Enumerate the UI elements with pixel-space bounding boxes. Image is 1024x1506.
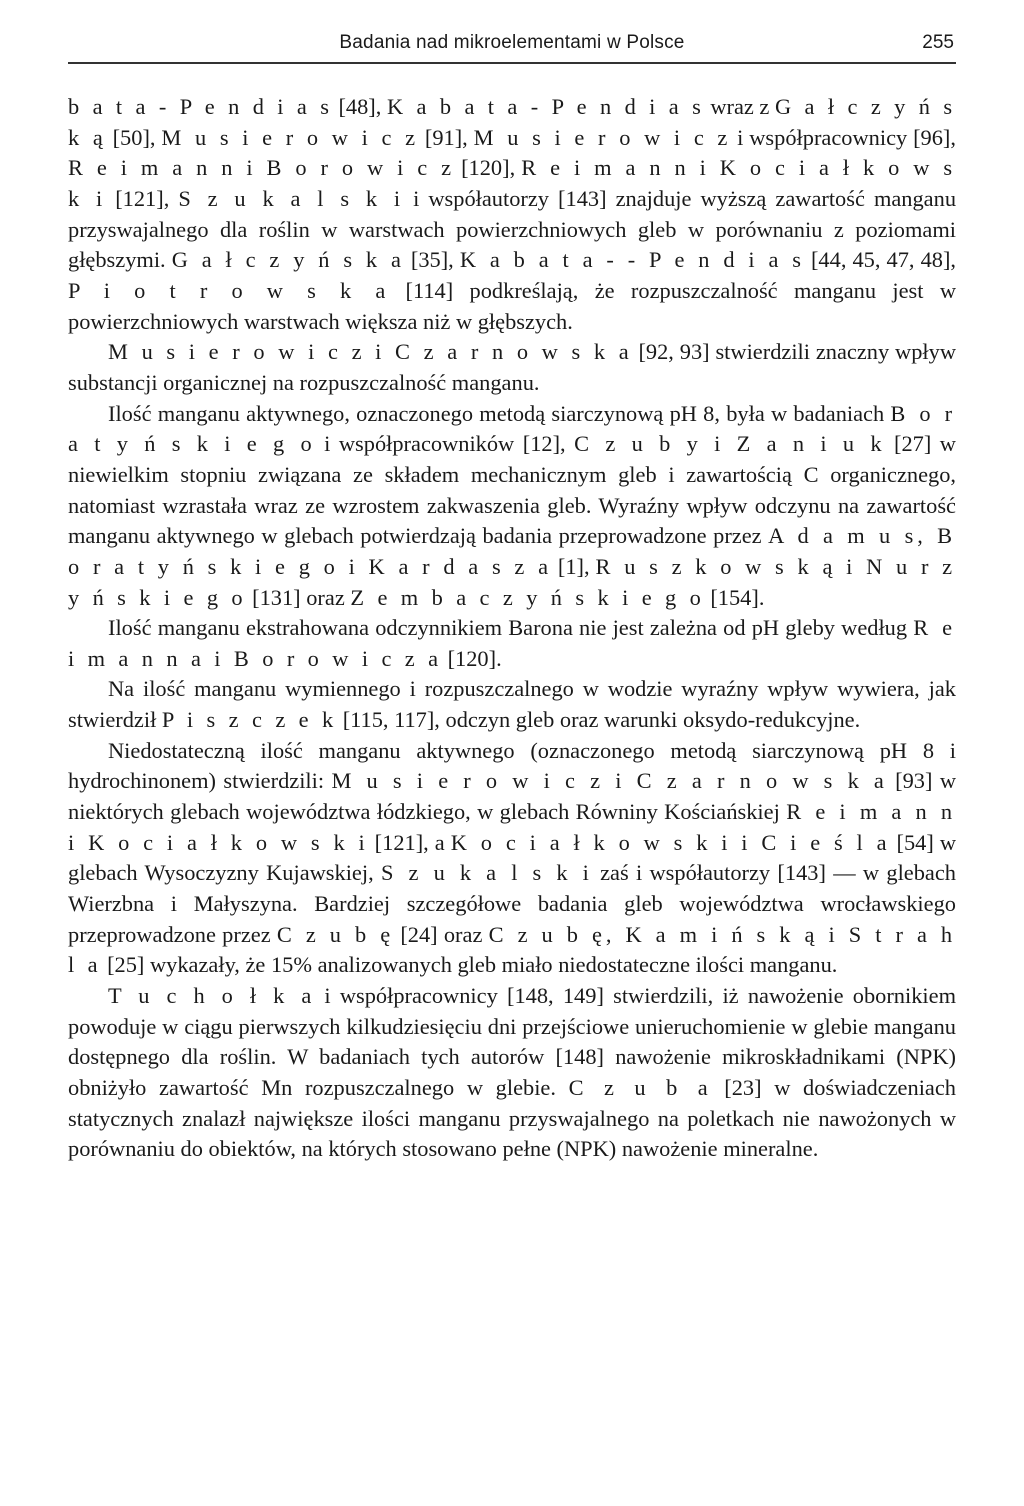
author-name: K a b a t a - - P e n d i a s: [459, 247, 805, 273]
text-run: [23] w doświadczeniach statycznych znalazł największe ilości manganu przyswajalnego na poletkach nie nawożonych w porównaniu do obiektów, na których stosowano pełne (NPK) nawożenie mineralne.: [68, 1075, 956, 1162]
text-run: Niedostateczną ilość manganu aktywnego (oznaczonego metodą siarczynową pH 8 i hydrochinonem) stwierdzili:: [68, 737, 956, 794]
paragraph: [68, 399, 956, 614]
body-text: [68, 92, 956, 1165]
text-run: [92, 93] stwierdzili znaczny wpływ substancji organicznej na rozpuszczalność manganu.: [68, 339, 956, 395]
text-run: i współpracownicy [96],: [731, 124, 956, 150]
text-run: [114] podkreślają, że rozpuszczalność manganu jest w powierzchniowych warstwach większa niż w głębszych.: [68, 277, 957, 334]
author-name: C z u b ę: [276, 921, 395, 947]
author-name: G a ł c z y ń s k ą: [68, 94, 956, 150]
author-name: b a t a - P e n d i a s: [68, 94, 333, 119]
text-run: Na ilość manganu wymiennego i rozpuszczalnego w wodzie wyraźny wpływ wywiera, jak stwierdził: [68, 676, 956, 733]
author-name: R e i m a n n i K o c i a ł k o w s k i: [68, 155, 956, 211]
author-name: C z u b ę, K a m i ń s k ą i S t r a h l a: [68, 921, 957, 978]
author-name: K a b a t a - P e n d i a s: [386, 94, 705, 119]
author-name: R e i m a n n i K o c i a ł k o w s k i: [68, 799, 957, 855]
paragraph: [68, 337, 956, 398]
text-run: Ilość manganu ekstrahowana odczynnikiem Barona nie jest zależna od pH gleby według: [108, 615, 914, 641]
text-run: [121],: [106, 185, 179, 211]
text-run: [93] w niektórych glebach województwa łódzkiego, w glebach Równiny Kościańskiej: [68, 768, 956, 825]
paragraph: [68, 92, 956, 337]
author-name: C z u b y i Z a n i u k: [574, 431, 886, 457]
text-run: [35],: [404, 247, 460, 273]
text-run: [48],: [332, 94, 387, 119]
author-name: M u s i e r o w i c z: [161, 124, 419, 150]
text-run: [154].: [704, 584, 765, 610]
author-name: G a ł c z y ń s k a: [171, 247, 405, 273]
text-run: [120].: [441, 645, 502, 671]
text-run: [24] oraz: [394, 921, 489, 947]
paragraph: [68, 981, 956, 1165]
author-name: M u s i e r o w i c z: [473, 124, 732, 150]
text-run: [121], a: [368, 829, 451, 855]
author-name: A d a m u s, B o r a t y ń s k i e g o i K a r d a s z a: [68, 523, 956, 579]
paragraph: [68, 736, 956, 981]
text-run: [115, 117], odczyn gleb oraz warunki oksydo-redukcyjne.: [337, 707, 861, 733]
text-run: [91],: [419, 124, 474, 150]
author-name: R e i m a n n i B o r o w i c z: [68, 155, 455, 181]
author-name: M u s i e r o w i c z i C z a r n o w s k a: [108, 339, 633, 365]
text-run: [54] w glebach Wysoczyzny Kujawskiej,: [68, 829, 957, 886]
text-run: zaś i współautorzy [143] — w glebach Wierzbna i Małyszyna. Bardziej szczegółowe badania gleb województwa wrocławskiego przeprowadzone przez: [68, 860, 957, 947]
text-run: [25] wykazały, że 15% analizowanych gleb miało niedostateczne ilości manganu.: [101, 952, 838, 978]
author-name: B o r a t y ń s k i e g o: [68, 400, 956, 457]
text-run: i współpracownicy [148, 149] stwierdzili, iż nawożenie obornikiem powoduje w ciągu pierwszych kilkudziesięciu dni przejściowe unieruchomienie w glebie manganu dostępnego dla roślin. W badaniach tych autorów [148] nawożenie mikroskładnikami (NPK) obniżyło zawartość Mn rozpuszczalnego w glebie.: [68, 983, 956, 1100]
author-name: S z u k a l s k i: [381, 860, 593, 886]
author-name: P i o t r o w s k a: [68, 277, 390, 303]
text-run: i współautorzy [143] znajduje wyższą zawartość manganu przyswajalnego dla roślin w warstwach powierzchniowych gleb w porównaniu z poziomami głębszymi.: [68, 185, 957, 273]
text-run: wraz z: [704, 94, 775, 119]
text-run: [44, 45, 47, 48],: [804, 247, 957, 273]
author-name: M u s i e r o w i c z i C z a r n o w s k a: [331, 768, 888, 794]
paragraph: [68, 674, 956, 735]
text-run: [27] w niewielkim stopniu związana ze składem mechanicznym gleb i zawartością C organicznego, natomiast wzrastała wraz ze wzrostem zakwaszenia gleb. Wyraźny wpływ odczynu na zawartość manganu aktywnego w glebach potwierdzają badania przeprowadzone przez: [68, 431, 956, 549]
text-run: [131] oraz: [246, 584, 351, 610]
text-run: [120],: [454, 155, 522, 181]
author-name: C z u b a: [568, 1075, 712, 1100]
text-run: Ilość manganu aktywnego, oznaczonego metodą siarczynową pH 8, była w badaniach: [108, 400, 891, 426]
text-run: [50],: [106, 124, 162, 150]
paragraph: [68, 613, 956, 674]
page-number: 255: [922, 32, 954, 53]
author-name: R u s z k o w s k ą i N u r z y ń s k i e g o: [68, 553, 956, 610]
author-name: T u c h o ł k a: [108, 983, 316, 1009]
author-name: R e i m a n n a i B o r o w i c z a: [68, 615, 956, 671]
author-name: K o c i a ł k o w s k i i C i e ś l a: [450, 829, 891, 855]
author-name: P i s z c z e k: [161, 707, 338, 733]
text-run: i współpracowników [12],: [315, 431, 575, 457]
author-name: Z e m b a c z y ń s k i e g o: [350, 584, 705, 610]
author-name: S z u k a l s k i: [178, 185, 405, 211]
running-header: [68, 30, 956, 64]
text-run: [1],: [551, 553, 596, 579]
running-title: Badania nad mikroelementami w Polsce: [339, 32, 685, 53]
